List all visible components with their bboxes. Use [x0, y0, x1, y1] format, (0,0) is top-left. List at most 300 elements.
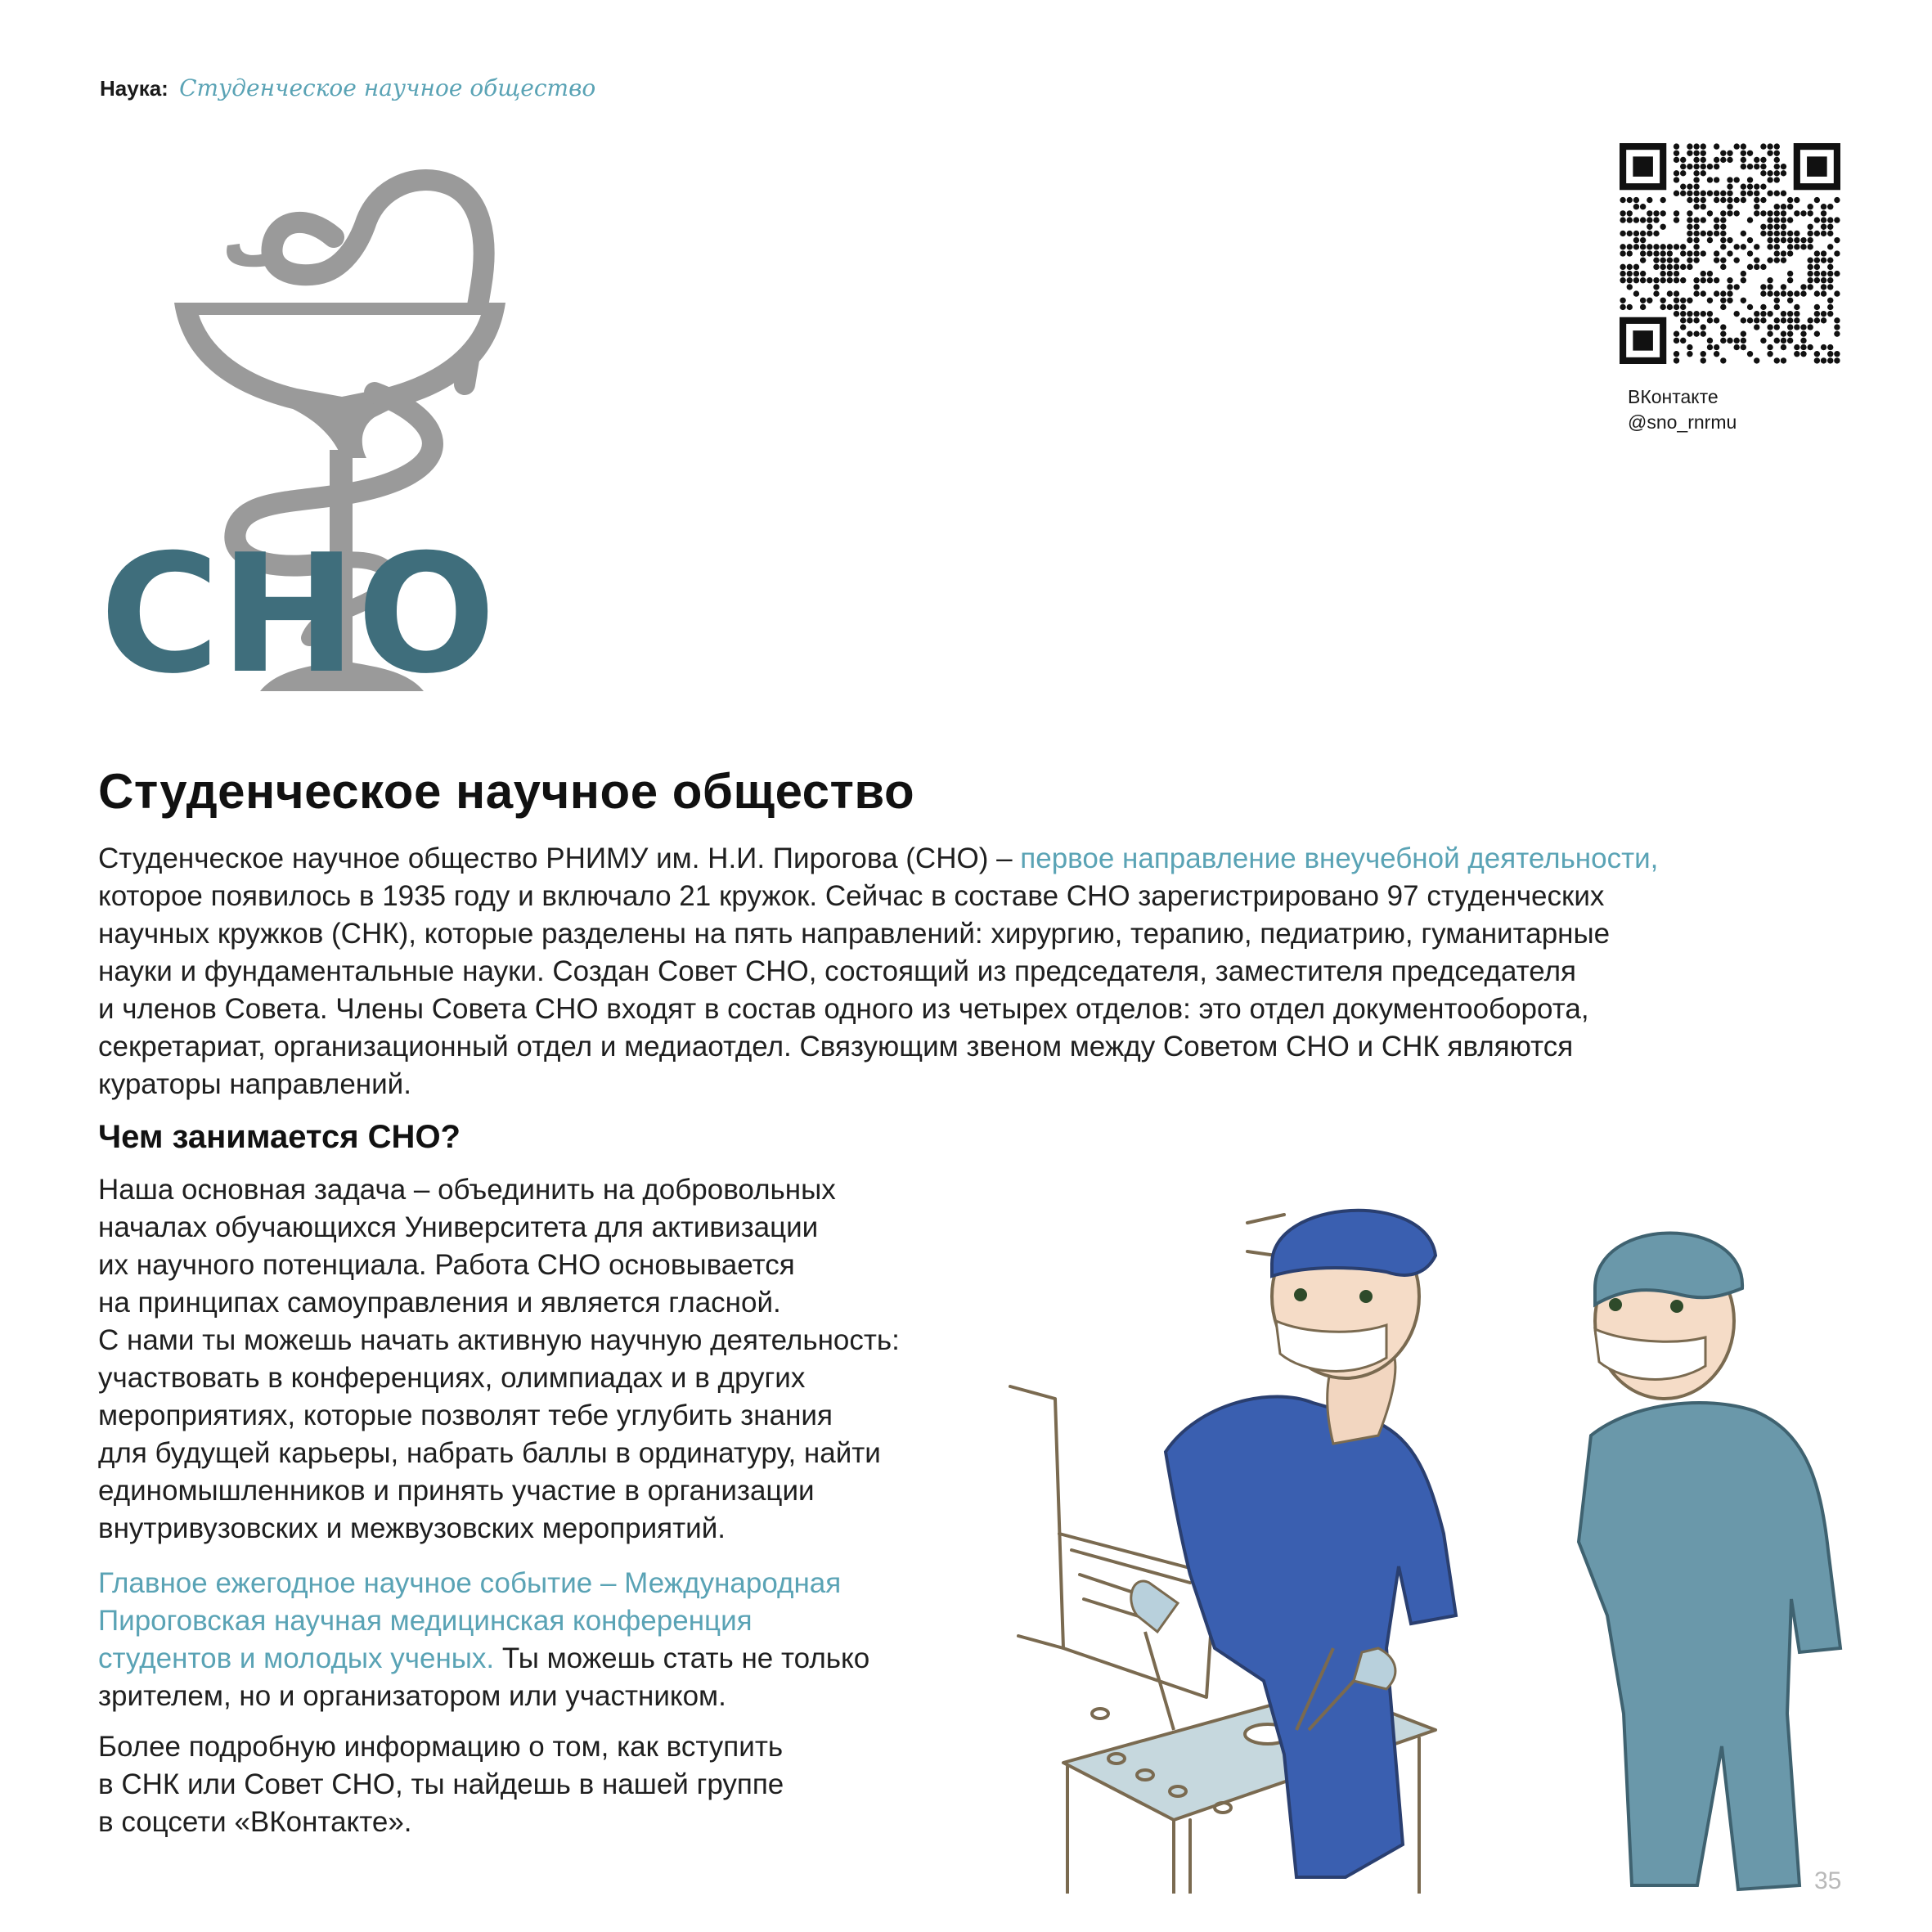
qr-module: [1640, 304, 1646, 310]
qr-module: [1834, 250, 1840, 256]
qr-module: [1674, 244, 1679, 249]
qr-module: [1667, 258, 1673, 263]
qr-module: [1794, 311, 1799, 317]
qr-module: [1808, 271, 1813, 276]
qr-module: [1774, 317, 1780, 323]
qr-module: [1647, 244, 1652, 249]
qr-module: [1734, 344, 1740, 350]
qr-module: [1714, 344, 1719, 350]
qr-module: [1767, 244, 1772, 249]
qr-module: [1687, 164, 1692, 169]
qr-module: [1707, 338, 1713, 344]
mission-line: внутривузовских и межвузовских мероприятий.: [98, 1512, 726, 1544]
qr-module: [1821, 271, 1826, 276]
qr-module: [1701, 204, 1706, 209]
qr-module: [1701, 191, 1706, 196]
qr-module: [1787, 197, 1793, 203]
qr-module: [1727, 237, 1732, 243]
qr-module: [1653, 277, 1659, 283]
qr-module: [1693, 164, 1699, 169]
qr-module: [1774, 244, 1780, 249]
qr-module: [1727, 284, 1732, 290]
qr-module: [1774, 298, 1780, 303]
qr-module: [1674, 191, 1679, 196]
qr-module: [1774, 290, 1780, 296]
qr-module: [1754, 164, 1759, 169]
qr-module: [1808, 231, 1813, 236]
mission-paragraph: [98, 1171, 957, 1548]
qr-module: [1747, 250, 1753, 256]
qr-module: [1693, 290, 1699, 296]
qr-module: [1760, 170, 1766, 176]
qr-module: [1701, 231, 1706, 236]
qr-module: [1687, 184, 1692, 190]
qr-module: [1767, 224, 1772, 230]
conference-line: зрителем, но и организатором или участником.: [98, 1680, 726, 1712]
qr-module: [1693, 143, 1699, 149]
qr-module: [1687, 191, 1692, 196]
qr-module: [1714, 317, 1719, 323]
qr-module: [1620, 231, 1625, 236]
qr-module: [1701, 197, 1706, 203]
qr-module: [1667, 250, 1673, 256]
qr-module: [1640, 231, 1646, 236]
qr-module: [1781, 217, 1786, 222]
qr-module: [1720, 237, 1726, 243]
breadcrumb-current: Студенческое научное общество: [179, 74, 596, 101]
qr-module: [1674, 170, 1679, 176]
qr-module: [1660, 258, 1666, 263]
qr-module: [1714, 164, 1719, 169]
qr-module: [1800, 284, 1806, 290]
qr-module: [1687, 197, 1692, 203]
qr-module: [1687, 210, 1692, 216]
bowl-of-hygieia-icon: [97, 147, 587, 712]
qr-module: [1693, 311, 1699, 317]
section-title: Чем занимается СНО?: [98, 1119, 461, 1155]
qr-module: [1794, 317, 1799, 323]
qr-module: [1727, 290, 1732, 296]
qr-module: [1774, 204, 1780, 209]
surgeons-illustration: [1002, 1190, 1869, 1894]
qr-module: [1720, 298, 1726, 303]
qr-module: [1653, 290, 1659, 296]
qr-module: [1667, 264, 1673, 270]
qr-module: [1620, 304, 1625, 310]
qr-module: [1834, 290, 1840, 296]
qr-module: [1774, 177, 1780, 182]
qr-module: [1687, 258, 1692, 263]
qr-module: [1633, 237, 1639, 243]
qr-module: [1774, 338, 1780, 344]
qr-module: [1687, 217, 1692, 222]
qr-module: [1701, 151, 1706, 156]
qr-module: [1827, 258, 1833, 263]
qr-module: [1653, 231, 1659, 236]
qr-module: [1687, 351, 1692, 357]
qr-module: [1693, 284, 1699, 290]
qr-module: [1741, 331, 1746, 337]
qr-module: [1707, 210, 1713, 216]
qr-module: [1734, 311, 1740, 317]
qr-module: [1800, 237, 1806, 243]
join-line: в СНК или Совет СНО, ты найдешь в нашей группе: [98, 1768, 784, 1800]
qr-module: [1767, 324, 1772, 330]
qr-module: [1620, 250, 1625, 256]
qr-module: [1701, 290, 1706, 296]
qr-module: [1680, 317, 1686, 323]
qr-module: [1701, 357, 1706, 363]
qr-module: [1741, 344, 1746, 350]
qr-module: [1660, 244, 1666, 249]
qr-module: [1674, 298, 1679, 303]
qr-module: [1653, 264, 1659, 270]
qr-module: [1627, 231, 1633, 236]
logo-text: СНО: [100, 519, 496, 710]
tray-item: [1092, 1709, 1108, 1719]
qr-module: [1774, 231, 1780, 236]
qr-module: [1741, 197, 1746, 203]
monitor-outline: [1010, 1386, 1063, 1648]
qr-module: [1834, 317, 1840, 323]
qr-module: [1781, 250, 1786, 256]
intro-line-1-text: Студенческое научное общество РНИМУ им. Н.И. Пирогова (СНО) –: [98, 842, 1021, 874]
qr-module: [1827, 264, 1833, 270]
qr-module: [1727, 177, 1732, 182]
qr-module: [1834, 357, 1840, 363]
qr-module: [1787, 217, 1793, 222]
qr-module: [1674, 351, 1679, 357]
qr-module: [1741, 164, 1746, 169]
intro-highlight: первое направление внеучебной деятельности,: [1020, 842, 1659, 874]
qr-module: [1747, 217, 1753, 222]
qr-module: [1821, 317, 1826, 323]
qr-module: [1660, 264, 1666, 270]
qr-module: [1680, 298, 1686, 303]
surgeon-left-eye: [1359, 1290, 1373, 1303]
qr-module: [1774, 250, 1780, 256]
qr-module: [1693, 277, 1699, 283]
qr-module: [1808, 204, 1813, 209]
qr-module: [1701, 250, 1706, 256]
qr-module: [1794, 344, 1799, 350]
qr-module: [1774, 237, 1780, 243]
qr-module: [1727, 184, 1732, 190]
qr-module: [1647, 217, 1652, 222]
qr-module: [1720, 224, 1726, 230]
qr-module: [1827, 351, 1833, 357]
qr-module: [1660, 250, 1666, 256]
qr-module: [1808, 210, 1813, 216]
qr-module: [1687, 317, 1692, 323]
qr-module: [1714, 157, 1719, 163]
qr-module: [1821, 204, 1826, 209]
qr-module: [1701, 217, 1706, 222]
join-line: в соцсети «ВКонтакте».: [98, 1806, 412, 1838]
qr-module: [1781, 237, 1786, 243]
page-title: Студенческое научное общество: [98, 764, 915, 819]
qr-module: [1727, 250, 1732, 256]
qr-module: [1714, 224, 1719, 230]
qr-module: [1787, 237, 1793, 243]
qr-module: [1727, 191, 1732, 196]
qr-module: [1827, 244, 1833, 249]
mission-line: началах обучающихся Университета для активизации: [98, 1211, 819, 1243]
qr-module: [1767, 237, 1772, 243]
qr-module: [1741, 231, 1746, 236]
intro-line-5: и членов Совета. Члены Совета СНО входят в состав одного из четырех отделов: это отдел документооборота,: [98, 993, 1589, 1025]
qr-module: [1720, 258, 1726, 263]
qr-module: [1660, 210, 1666, 216]
qr-module: [1674, 304, 1679, 310]
qr-module: [1647, 298, 1652, 303]
qr-module: [1821, 311, 1826, 317]
qr-module: [1760, 264, 1766, 270]
qr-module: [1827, 311, 1833, 317]
qr-module: [1620, 244, 1625, 249]
qr-module: [1627, 197, 1633, 203]
surgeon-right: [1579, 1233, 1840, 1890]
qr-module: [1707, 344, 1713, 350]
qr-module: [1640, 237, 1646, 243]
qr-module: [1754, 244, 1759, 249]
mission-line: С нами ты можешь начать активную научную деятельность:: [98, 1324, 900, 1356]
qr-module: [1741, 143, 1746, 149]
qr-module: [1814, 271, 1820, 276]
qr-module: [1827, 357, 1833, 363]
qr-module: [1627, 244, 1633, 249]
qr-module: [1808, 344, 1813, 350]
qr-module: [1747, 191, 1753, 196]
qr-module: [1660, 197, 1666, 203]
qr-module: [1834, 197, 1840, 203]
qr-module: [1707, 191, 1713, 196]
qr-module: [1680, 184, 1686, 190]
qr-module: [1774, 304, 1780, 310]
qr-module: [1814, 311, 1820, 317]
qr-module: [1640, 250, 1646, 256]
qr-module: [1760, 184, 1766, 190]
qr-module: [1633, 271, 1639, 276]
qr-module: [1714, 290, 1719, 296]
qr-module: [1653, 258, 1659, 263]
qr-module: [1720, 197, 1726, 203]
qr-module: [1781, 344, 1786, 350]
qr-module: [1687, 151, 1692, 156]
qr-module: [1660, 224, 1666, 230]
qr-module: [1767, 191, 1772, 196]
qr-module: [1808, 244, 1813, 249]
qr-module: [1787, 290, 1793, 296]
qr-module: [1741, 271, 1746, 276]
qr-module: [1720, 231, 1726, 236]
surgeon-right-eye: [1609, 1298, 1622, 1311]
conference-paragraph: [98, 1565, 957, 1715]
qr-module: [1627, 210, 1633, 216]
qr-module: [1741, 298, 1746, 303]
qr-module: [1687, 250, 1692, 256]
qr-module: [1720, 151, 1726, 156]
qr-module: [1633, 197, 1639, 203]
qr-module: [1734, 177, 1740, 182]
qr-module: [1787, 271, 1793, 276]
qr-module: [1814, 317, 1820, 323]
qr-module: [1774, 164, 1780, 169]
page-number: 35: [1814, 1867, 1842, 1894]
qr-module: [1734, 338, 1740, 344]
qr-module: [1821, 224, 1826, 230]
qr-module: [1767, 143, 1772, 149]
qr-module: [1741, 338, 1746, 344]
qr-module: [1808, 224, 1813, 230]
qr-module: [1754, 258, 1759, 263]
qr-module: [1834, 271, 1840, 276]
qr-module: [1674, 143, 1679, 149]
qr-module: [1827, 304, 1833, 310]
mission-line: их научного потенциала. Работа СНО основывается: [98, 1249, 795, 1281]
qr-module: [1720, 324, 1726, 330]
qr-module: [1781, 284, 1786, 290]
qr-module: [1787, 204, 1793, 209]
qr-module: [1767, 177, 1772, 182]
qr-module: [1781, 204, 1786, 209]
qr-module: [1827, 231, 1833, 236]
qr-module: [1814, 290, 1820, 296]
qr-module: [1727, 298, 1732, 303]
qr-module: [1693, 317, 1699, 323]
qr-module: [1627, 217, 1633, 222]
qr-module: [1834, 331, 1840, 337]
qr-module: [1727, 157, 1732, 163]
qr-module: [1760, 210, 1766, 216]
qr-module: [1781, 357, 1786, 363]
qr-module: [1720, 217, 1726, 222]
qr-module: [1814, 250, 1820, 256]
qr-module: [1687, 344, 1692, 350]
breadcrumb-section: Наука:: [100, 76, 168, 101]
qr-module: [1774, 151, 1780, 156]
qr-module: [1814, 277, 1820, 283]
qr-module: [1674, 357, 1679, 363]
qr-module: [1781, 290, 1786, 296]
qr-module: [1767, 217, 1772, 222]
qr-module: [1667, 277, 1673, 283]
qr-module: [1814, 197, 1820, 203]
qr-module: [1620, 271, 1625, 276]
qr-module: [1814, 331, 1820, 337]
qr-module: [1754, 311, 1759, 317]
qr-module: [1701, 170, 1706, 176]
qr-module: [1720, 157, 1726, 163]
intro-line-2: которое появилось в 1935 году и включало 21 кружок. Сейчас в составе СНО зарегистрировано 97 студенческих: [98, 880, 1605, 912]
qr-module: [1774, 324, 1780, 330]
qr-module: [1720, 357, 1726, 363]
qr-module: [1741, 244, 1746, 249]
qr-module: [1808, 237, 1813, 243]
qr-module: [1734, 143, 1740, 149]
qr-module: [1640, 258, 1646, 263]
qr-module: [1760, 290, 1766, 296]
qr-module: [1774, 143, 1780, 149]
conference-line: Пироговская научная медицинская конференция: [98, 1605, 753, 1637]
qr-module: [1653, 284, 1659, 290]
qr-module: [1741, 277, 1746, 283]
qr-module: [1821, 231, 1826, 236]
qr-module: [1707, 298, 1713, 303]
qr-module: [1787, 338, 1793, 344]
qr-module: [1687, 231, 1692, 236]
qr-module: [1633, 217, 1639, 222]
qr-module: [1767, 351, 1772, 357]
qr-module: [1827, 224, 1833, 230]
qr-module: [1827, 204, 1833, 209]
qr-module: [1800, 344, 1806, 350]
qr-module: [1693, 204, 1699, 209]
surgeon-left-glove: [1131, 1581, 1178, 1632]
qr-module: [1633, 264, 1639, 270]
qr-module: [1814, 351, 1820, 357]
qr-module: [1821, 290, 1826, 296]
qr-module: [1680, 311, 1686, 317]
mission-line: мероприятиях, которые позволят тебе углубить знания: [98, 1400, 833, 1431]
qr-module: [1794, 244, 1799, 249]
qr-module: [1800, 324, 1806, 330]
qr-module: [1760, 224, 1766, 230]
qr-code[interactable]: [1620, 143, 1840, 364]
mission-line: Наша основная задача – объединить на добровольных: [98, 1174, 836, 1206]
qr-module: [1680, 157, 1686, 163]
qr-module: [1781, 191, 1786, 196]
qr-module: [1674, 151, 1679, 156]
qr-module: [1787, 324, 1793, 330]
qr-module: [1727, 210, 1732, 216]
qr-module: [1674, 338, 1679, 344]
qr-module: [1627, 271, 1633, 276]
qr-module: [1827, 277, 1833, 283]
qr-module: [1787, 244, 1793, 249]
qr-finder-center: [1633, 330, 1653, 351]
qr-module: [1741, 317, 1746, 323]
qr-module: [1760, 304, 1766, 310]
qr-module: [1680, 164, 1686, 169]
qr-module: [1707, 311, 1713, 317]
qr-module: [1620, 217, 1625, 222]
qr-module: [1714, 191, 1719, 196]
qr-module: [1693, 224, 1699, 230]
qr-module: [1714, 197, 1719, 203]
qr-module: [1794, 210, 1799, 216]
intro-line-3: научных кружков (СНК), которые разделены на пять направлений: хирургию, терапию, педиатрию, гуманитарные: [98, 918, 1611, 950]
qr-caption: [1628, 384, 1737, 435]
qr-module: [1640, 217, 1646, 222]
qr-module: [1787, 298, 1793, 303]
qr-module: [1687, 311, 1692, 317]
qr-module: [1687, 143, 1692, 149]
qr-module: [1674, 264, 1679, 270]
qr-module: [1693, 244, 1699, 249]
qr-module: [1693, 191, 1699, 196]
qr-module: [1760, 231, 1766, 236]
qr-module: [1827, 217, 1833, 222]
qr-module: [1693, 237, 1699, 243]
qr-module: [1707, 177, 1713, 182]
qr-module: [1794, 324, 1799, 330]
qr-module: [1647, 277, 1652, 283]
conference-line-text: Ты можешь стать не только: [494, 1642, 870, 1674]
qr-caption-handle: @sno_rnrmu: [1628, 411, 1737, 433]
qr-module: [1633, 204, 1639, 209]
qr-module: [1767, 344, 1772, 350]
